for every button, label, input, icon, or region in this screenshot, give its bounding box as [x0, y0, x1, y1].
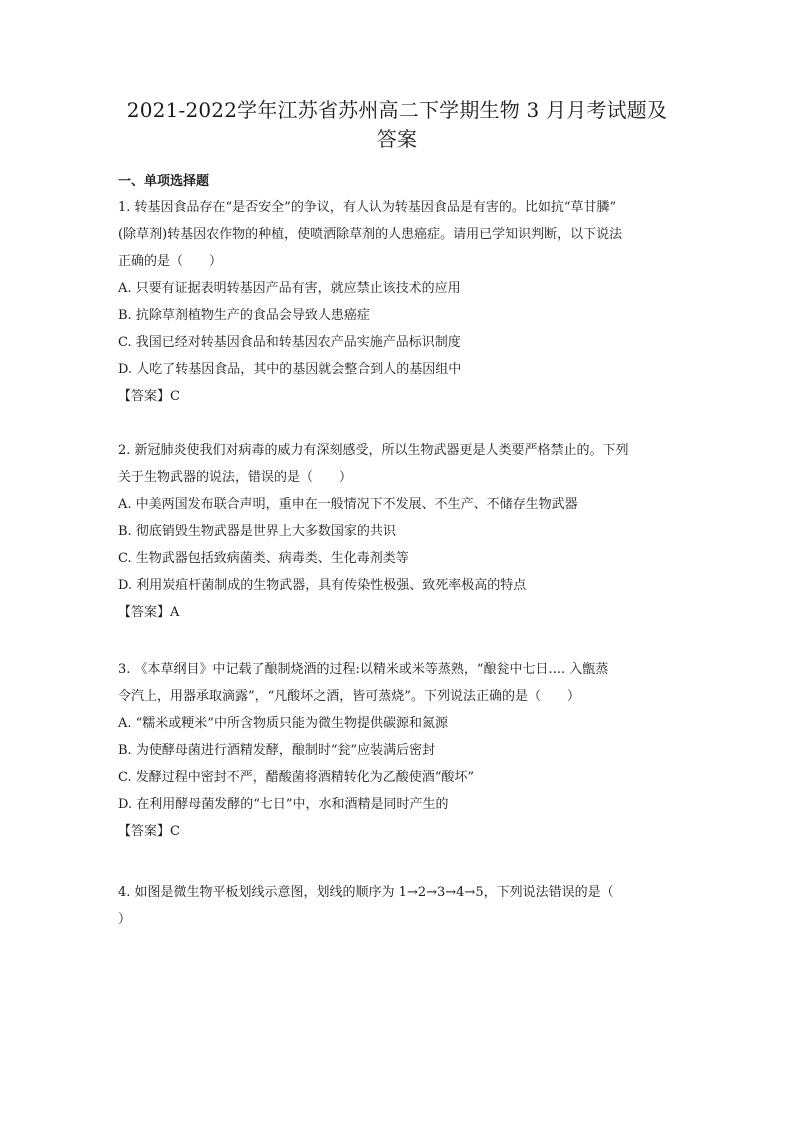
- answer-label: 【答案】: [118, 824, 171, 839]
- question-stem-line: 令汽上，用器承取滴露”，“凡酸坏之酒，皆可蒸烧”。下列说法正确的是（ ）: [118, 689, 580, 704]
- question-stem-line: 3. 《本草纲目》中记载了酿制烧酒的过程:以精米或米等蒸熟，“酿瓮中七日.... 入甑蒸: [118, 662, 609, 677]
- option-d: D. 利用炭疽杆菌制成的生物武器，具有传染性极强、致死率极高的特点: [118, 578, 527, 593]
- answer-value: C: [170, 824, 180, 839]
- answer-value: C: [170, 389, 180, 404]
- answer-line: [118, 599, 684, 626]
- question-stem-line: 1. 转基因食品存在“是否安全”的争议，有人认为转基因食品是有害的。比如抗“草甘膦”: [118, 200, 617, 215]
- title-line-2: 答案: [376, 127, 418, 151]
- option-c: C. 生物武器包括致病菌类、病毒类、生化毒剂类等: [118, 551, 409, 566]
- question-stem-line: 正确的是（ ）: [118, 254, 223, 269]
- option-b: B. 为使酵母菌进行酒精发酵，酿制时“瓮”应装满后密封: [118, 743, 436, 758]
- option-d: D. 在利用酵母菌发酵的“七日”中，水和酒精是同时产生的: [118, 797, 449, 812]
- question-2: [118, 437, 684, 626]
- answer-value: A: [170, 605, 180, 620]
- section-heading: 一、单项选择题: [118, 174, 210, 189]
- question-4: [118, 879, 684, 933]
- option-a: A. 只要有证据表明转基因产品有害，就应禁止该技术的应用: [118, 281, 461, 296]
- option-b: B. 彻底销毁生物武器是世界上大多数国家的共识: [118, 524, 396, 539]
- option-d: D. 人吃了转基因食品，其中的基因就会整合到人的基因组中: [118, 362, 462, 377]
- question-1: [118, 194, 684, 410]
- option-c: C. 我国已经对转基因食品和转基因农产品实施产品标识制度: [118, 335, 461, 350]
- option-c: C. 发酵过程中密封不严，醋酸菌将酒精转化为乙酸使酒“酸坏”: [118, 770, 475, 785]
- answer-line: [118, 383, 684, 410]
- option-a: A. “糯米或粳米”中所含物质只能为微生物提供碳源和氮源: [118, 716, 448, 731]
- question-stem-line: 4. 如图是微生物平板划线示意图，划线的顺序为 1→2→3→4→5，下列说法错误的是（: [118, 885, 614, 900]
- title-line-1: 2021-2022学年江苏省苏州高二下学期生物 3 月月考试题及: [126, 98, 668, 122]
- document-title: [100, 96, 694, 154]
- answer-line: [118, 818, 684, 845]
- question-stem-line: (除草剂)转基因农作物的种植，使喷洒除草剂的人患癌症。请用已学知识判断，以下说法: [118, 227, 623, 242]
- question-3: [118, 656, 684, 845]
- answer-label: 【答案】: [118, 389, 171, 404]
- question-stem-line: 2. 新冠肺炎使我们对病毒的威力有深刻感受，所以生物武器更是人类要严格禁止的。下列: [118, 443, 629, 458]
- option-b: B. 抗除草剂植物生产的食品会导致人患癌症: [118, 308, 370, 323]
- question-stem-line: ）: [118, 912, 132, 927]
- question-stem-line: 关于生物武器的说法，错误的是（ ）: [118, 470, 353, 485]
- option-a: A. 中美两国发布联合声明，重申在一般情况下不发展、不生产、不储存生物武器: [118, 497, 578, 512]
- answer-label: 【答案】: [118, 605, 171, 620]
